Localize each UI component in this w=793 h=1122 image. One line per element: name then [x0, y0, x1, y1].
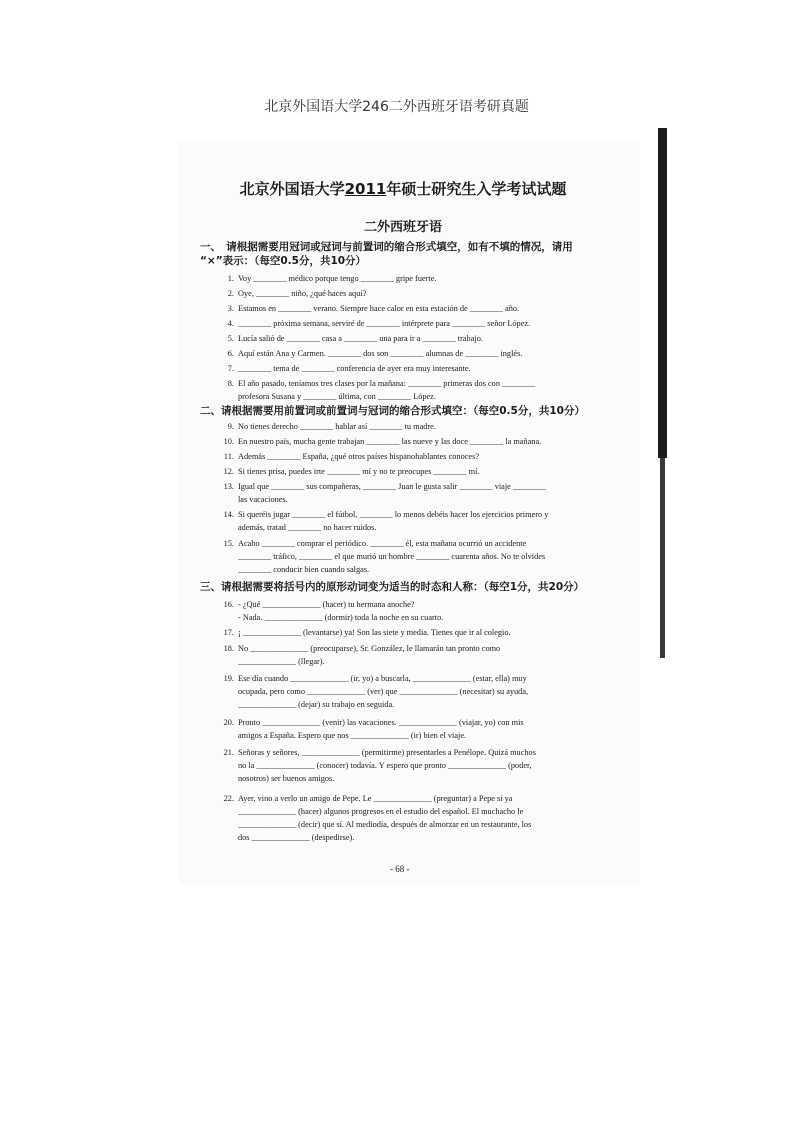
page-header: 北京外国语大学246二外西班牙语考研真题	[264, 99, 529, 115]
question-text: Estamos en ________ verano. Siempre hace calor en esta estación de ________ año.	[238, 304, 520, 313]
question-text: Voy ________ médico porque tengo ________ gripe fuerte.	[238, 274, 437, 283]
scan-edge-shadow	[658, 128, 667, 458]
question-text: El año pasado, teníamos tres clases por la mañana: ________ primeras dos con ________	[238, 379, 536, 388]
question-15: 15. Acabo ________ comprar el periódico. ________ él, esta mañana ocurrió un accidente ________ tráfico, ________ el que murió un hombre ________ cuarenta años. No te olvides ________ conducir bien cuando salgas.	[200, 537, 615, 576]
question-text-cont: ______________ (hacer) algunos progresos en el estudio del español. El muchacho le	[238, 807, 524, 816]
question-text: Lucía salió de ________ casa a ________ una para ir a ________ trabajo.	[238, 334, 483, 343]
section-1-heading-line1: 一、 请根据需要用冠词或冠词与前置词的缩合形式填空，如有不填的情况，请用	[200, 241, 573, 253]
question-text-cont: además, tratad ________ no hacer ruidos.	[238, 523, 377, 532]
question-text: No tienes derecho ________ hablar así ________ tu madre.	[238, 422, 436, 431]
question-text-cont3: dos ______________ (despedirse).	[238, 833, 355, 842]
question-1: 1. Voy ________ médico porque tengo ________ gripe fuerte.	[227, 274, 437, 283]
question-text: Si queréis jugar ________ el fútbol, ________ lo menos debéis hacer los ejercicios primero y	[238, 510, 549, 519]
question-17: 17. ¡ ______________ (levantarse) ya! Son las siete y media. Tienes que ir al colegio.	[223, 628, 511, 637]
question-text: No ______________ (preocuparse), Sr. González, le llamarán tan pronto como	[238, 644, 501, 653]
question-text-cont: profesora Susana y ________ última, con ________ López.	[238, 392, 436, 401]
question-text-cont: amigos a España. Espero que nos ______________ (ir) bien el viaje.	[238, 731, 467, 740]
question-text: - ¿Qué ______________ (hacer) tu hermana anoche?	[238, 600, 415, 609]
question-20: 20. Pronto ______________ (venir) las vacaciones. ______________ (viajar, yo) con mis amigos a España. Espero que nos ______________ (ir) bien el viaje.	[200, 716, 615, 742]
question-2: 2. Oye, ________ niño, ¿qué haces aquí?	[227, 289, 367, 298]
section-1-heading	[200, 240, 625, 268]
question-text: ________ tema de ________ conferencia de ayer era muy interesante.	[238, 364, 471, 373]
exam-subtitle: 二外西班牙语	[363, 220, 442, 235]
question-19: 19. Ese día cuando ______________ (ir, yo) a buscarla, ______________ (estar, ella) muy ocupada, pero como ______________ (ver) que ______________ (necesitar) su ayuda, ______________ (dejar) su trabajo en seguida.	[200, 672, 615, 711]
question-5: 5. Lucía salió de ________ casa a ________ una para ir a ________ trabajo.	[227, 334, 483, 343]
question-text-cont: ______________ (llegar).	[238, 657, 325, 666]
exam-year: 2011	[344, 180, 387, 198]
question-text-cont2: ________ conducir bien cuando salgas.	[238, 565, 370, 574]
exam-title-suffix: 年硕士研究生入学考试试题	[386, 180, 567, 198]
question-6: 6. Aquí están Ana y Carmen. ________ dos son ________ alumnas de ________ inglés.	[227, 349, 523, 358]
question-text: Ayer, vino a verlo un amigo de Pepe. Le ______________ (preguntar) a Pepe si ya	[238, 794, 513, 803]
question-text-cont: no la ______________ (conocer) todavía. Y espero que pronto ______________ (poder,	[238, 761, 532, 770]
question-text: Señoras y señores, ______________ (permitirme) presentarles a Penélope. Quizá muchos	[238, 748, 536, 757]
question-text: Ese día cuando ______________ (ir, yo) a buscarla, ______________ (estar, ella) muy	[238, 674, 527, 683]
question-text: Si tienes prisa, puedes irte ________ mí y no te preocupes ________ mí.	[238, 467, 480, 476]
question-8: 8. El año pasado, teníamos tres clases por la mañana: ________ primeras dos con ________ profesora Susana y ________ última, con ________ López.	[200, 377, 615, 403]
question-text-cont: las vacaciones.	[238, 495, 288, 504]
scan-edge-shadow-lower	[660, 458, 665, 658]
question-text-cont: ocupada, pero como ______________ (ver) que ______________ (necesitar) su ayuda,	[238, 687, 529, 696]
question-text-cont2: ______________ (dejar) su trabajo en seguida.	[238, 700, 395, 709]
question-text-cont2: nosotros) ser buenos amigos.	[238, 774, 335, 783]
question-14: 14. Si queréis jugar ________ el fútbol, ________ lo menos debéis hacer los ejercicios primero y además, tratad ________ no hacer ruidos.	[200, 508, 615, 534]
question-7: 7. ________ tema de ________ conferencia de ayer era muy interesante.	[227, 364, 471, 373]
question-text: Igual que ________ sus compañeras, ________ Juan le gusta salir ________ viaje ________	[238, 482, 547, 491]
section-3-heading-line1: 三、请根据需要将括号内的原形动词变为适当的时态和人称：（每空1分，共20分）	[200, 581, 585, 593]
question-text: Oye, ________ niño, ¿qué haces aquí?	[238, 289, 367, 298]
page-number: - 68 -	[390, 864, 410, 874]
question-text: ________ próxima semana, serviré de ________ intérprete para ________ señor López.	[238, 319, 531, 328]
question-text: ¡ ______________ (levantarse) ya! Son las siete y media. Tienes que ir al colegio.	[238, 628, 511, 637]
question-16: 16. - ¿Qué ______________ (hacer) tu hermana anoche? - Nada. ______________ (dormir) toda la noche en su cuarto.	[200, 598, 615, 624]
section-2-heading	[200, 404, 625, 418]
question-text: Además ________ España, ¿qué otros países hispanohablantes conoces?	[238, 452, 480, 461]
question-11: 11. Además ________ España, ¿qué otros países hispanohablantes conoces?	[223, 452, 480, 461]
question-text-cont: - Nada. ______________ (dormir) toda la noche en su cuarto.	[238, 613, 444, 622]
question-3: 3. Estamos en ________ verano. Siempre hace calor en esta estación de ________ año.	[227, 304, 520, 313]
question-text: Aquí están Ana y Carmen. ________ dos son ________ alumnas de ________ inglés.	[238, 349, 523, 358]
question-9: 9. No tienes derecho ________ hablar así ________ tu madre.	[227, 422, 436, 431]
question-text: En nuestro país, mucha gente trabajan ________ las nueve y las doce ________ la mañana.	[238, 437, 542, 446]
question-13: 13. Igual que ________ sus compañeras, ________ Juan le gusta salir ________ viaje ________ las vacaciones.	[200, 480, 615, 506]
exam-title	[193, 178, 613, 199]
question-18: 18. No ______________ (preocuparse), Sr. González, le llamarán tan pronto como ______________ (llegar).	[200, 642, 615, 668]
question-4: 4. ________ próxima semana, serviré de ________ intérprete para ________ señor López.	[227, 319, 531, 328]
question-22: 22. Ayer, vino a verlo un amigo de Pepe. Le ______________ (preguntar) a Pepe si ya ______________ (hacer) algunos progresos en el estudio del español. El muchacho le ______________ (decir) que sí. Al mediodía, después de almorzar en un restaurante, los dos ______________ (despedirse).	[200, 792, 615, 844]
question-10: 10. En nuestro país, mucha gente trabajan ________ las nueve y las doce ________ la mañana.	[223, 437, 542, 446]
question-text: Acabo ________ comprar el periódico. ________ él, esta mañana ocurrió un accidente	[238, 539, 527, 548]
question-12: 12. Si tienes prisa, puedes irte ________ mí y no te preocupes ________ mí.	[223, 467, 480, 476]
section-1-heading-line2: “×”表示：（每空0.5分，共10分）	[200, 255, 367, 267]
question-text-cont: ________ tráfico, ________ el que murió un hombre ________ cuarenta años. No te olvides	[238, 552, 546, 561]
section-3-heading	[200, 580, 625, 594]
question-text-cont2: ______________ (decir) que sí. Al mediodía, después de almorzar en un restaurante, los	[238, 820, 532, 829]
question-text: Pronto ______________ (venir) las vacaciones. ______________ (viajar, yo) con mis	[238, 718, 524, 727]
exam-title-prefix: 北京外国语大学	[239, 180, 345, 198]
question-21: 21. Señoras y señores, ______________ (permitirme) presentarles a Penélope. Quizá muchos no la ______________ (conocer) todavía. Y espero que pronto ______________ (poder, nosotros) ser buenos amigos.	[200, 746, 615, 785]
section-2-heading-line1: 二、请根据需要用前置词或前置词与冠词的缩合形式填空：（每空0.5分，共10分）	[200, 405, 585, 417]
